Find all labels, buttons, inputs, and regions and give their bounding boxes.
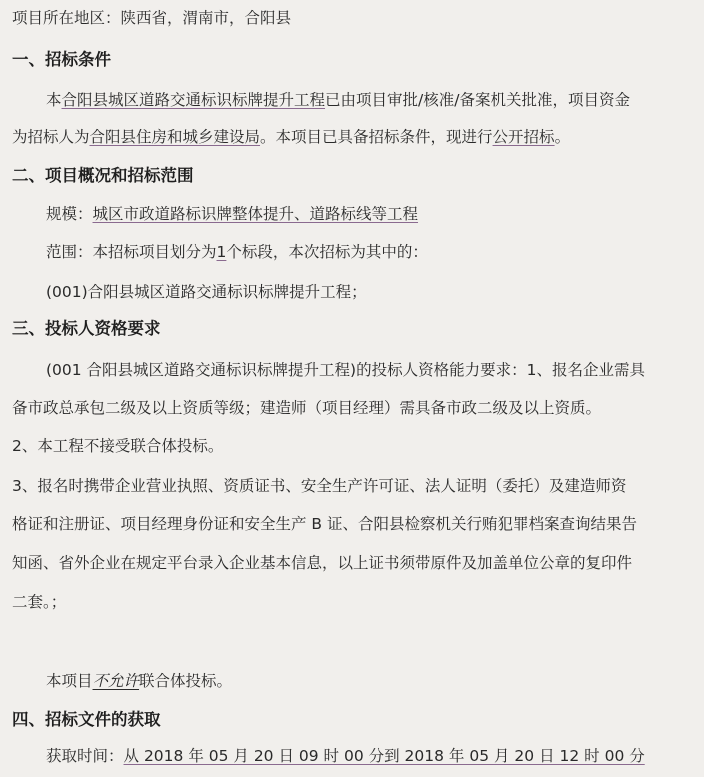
requirement-item3-line1: 3、报名时携带企业营业执照、资质证书、安全生产许可证、法人证明（委托）及建造师资	[12, 477, 627, 495]
section2-heading: 二、项目概况和招标范围	[12, 166, 194, 185]
lot-count: 1	[216, 243, 227, 261]
text-segment: 本项目	[46, 672, 93, 690]
section3-heading: 三、投标人资格要求	[12, 319, 161, 338]
time-label: 获取时间：	[46, 747, 124, 765]
section4-heading: 四、招标文件的获取	[12, 710, 161, 729]
requirement-item3-line2: 格证和注册证、项目经理身份证和安全生产 B 证、合阳县检察机关行贿犯罪档案查询结果告	[12, 515, 637, 533]
tender-method: 公开招标	[492, 128, 555, 146]
text-segment: 已由项目审批/核准/备案机关批准，项目资金	[325, 91, 630, 109]
scale-label: 规模：	[46, 205, 93, 223]
joint-bid-value: 不允许	[92, 672, 140, 690]
text-segment: 联合体投标。	[139, 672, 233, 690]
text-segment: 。本项目已具备招标条件，现进行	[260, 128, 493, 146]
tenderer-name: 合阳县住房和城乡建设局	[89, 128, 261, 146]
section1-paragraph-line2	[12, 127, 704, 147]
text-segment: 。	[554, 128, 571, 146]
section1-heading: 一、招标条件	[12, 50, 111, 69]
text-segment: 为招标人为	[12, 128, 90, 146]
range-line	[46, 242, 704, 262]
location-line: 项目所在地区：陕西省，渭南市，合阳县	[12, 9, 292, 27]
joint-bid-line	[46, 671, 704, 691]
scale-value: 城区市政道路标识牌整体提升、道路标线等工程	[92, 205, 419, 223]
requirement-item2: 2、本工程不接受联合体投标。	[12, 437, 224, 455]
section1-paragraph-line1	[46, 90, 704, 110]
text-segment: 本	[46, 91, 62, 109]
time-value: 从 2018 年 05 月 20 日 09 时 00 分到 2018 年 05 月 20 日 12 时 00 分	[123, 747, 645, 765]
scale-line	[46, 204, 704, 224]
text-segment: 个标段，本次招标为其中的：	[226, 243, 428, 261]
requirement-line1: (001 合阳县城区道路交通标识标牌提升工程)的投标人资格能力要求：1、报名企业需具	[46, 361, 645, 379]
requirement-item3-line4: 二套。；	[12, 593, 67, 611]
acquisition-time-line	[46, 746, 704, 766]
requirement-item3-line3: 知函、省外企业在规定平台录入企业基本信息，以上证书须带原件及加盖单位公章的复印件	[12, 554, 633, 572]
lot-line: (001)合阳县城区道路交通标识标牌提升工程；	[46, 283, 367, 301]
text-segment: 范围：本招标项目划分为	[46, 243, 217, 261]
requirement-line2: 备市政总承包二级及以上资质等级；建造师（项目经理）需具备市政二级及以上资质。	[12, 399, 602, 417]
project-name: 合阳县城区道路交通标识标牌提升工程	[61, 91, 326, 109]
